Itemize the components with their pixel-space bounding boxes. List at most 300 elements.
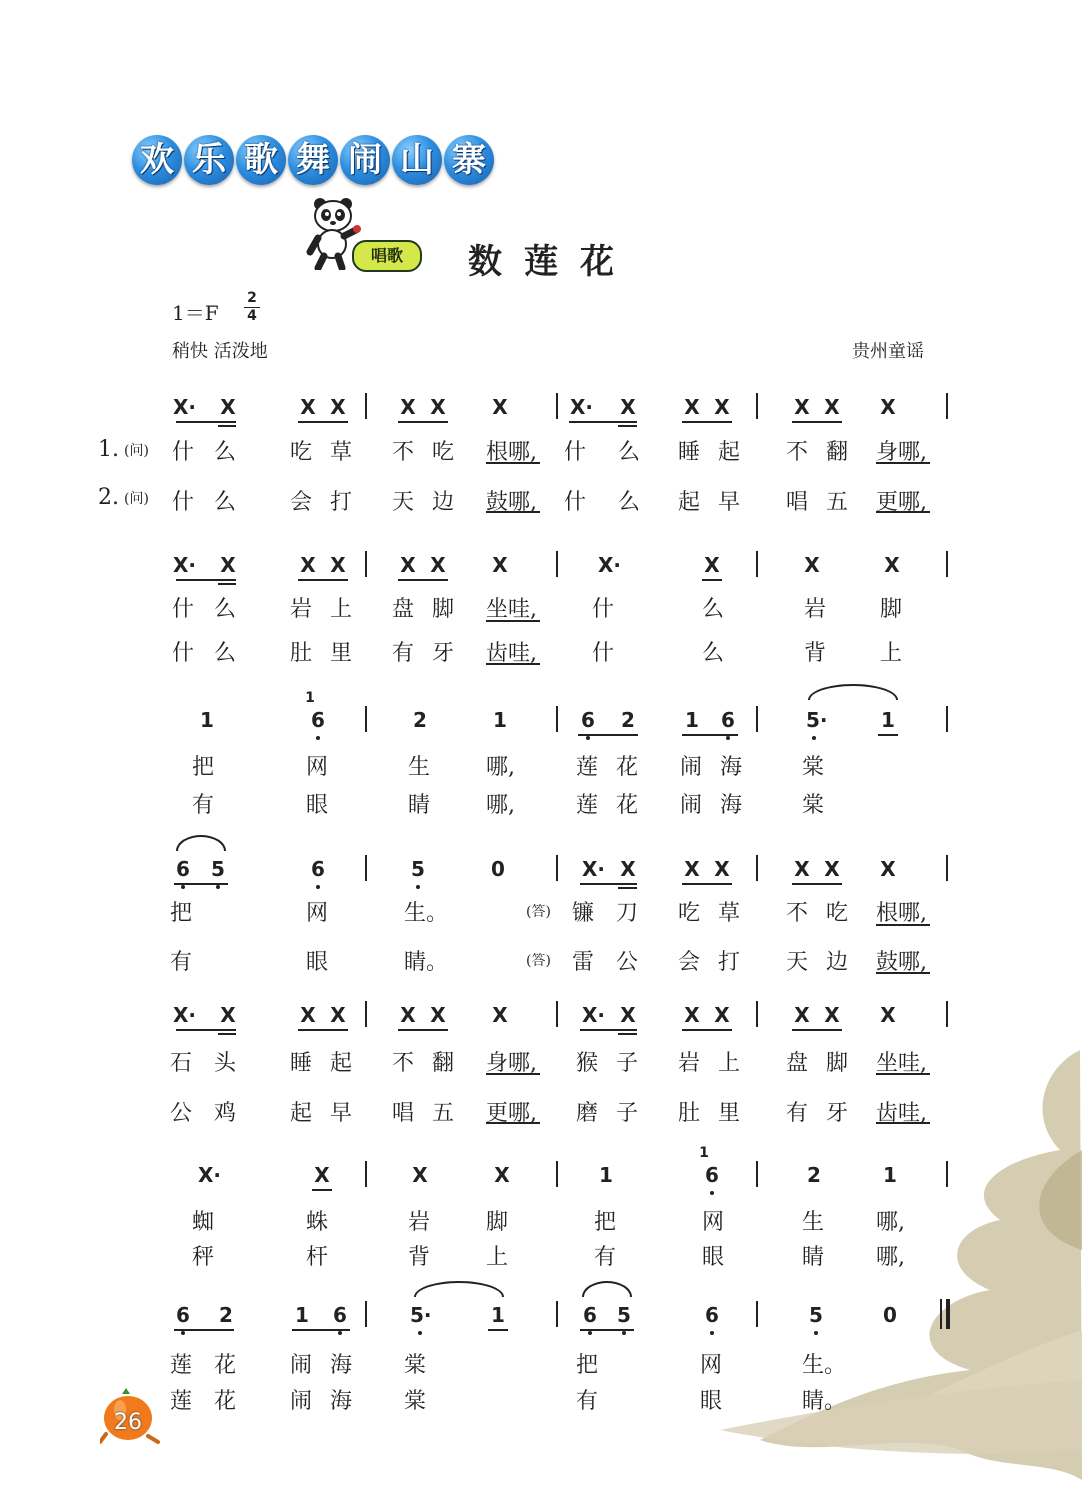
barline [365, 551, 367, 577]
lyric: 更哪, [486, 1101, 537, 1126]
lyric: 背 [408, 1245, 431, 1270]
lyric: 不 [392, 440, 415, 465]
lyric: 莲 [576, 755, 599, 780]
barline [946, 1001, 948, 1027]
lyric: 齿哇, [486, 641, 537, 666]
grace-note: 1 [305, 690, 315, 706]
note: X [300, 395, 316, 419]
lyric: 什 [564, 440, 587, 465]
note: 6 [311, 857, 325, 881]
slur [414, 1281, 504, 1297]
octave-dot [586, 736, 590, 740]
lyric: 生 [802, 1210, 825, 1235]
lyric: 眼 [702, 1245, 725, 1270]
beam-underline [486, 511, 540, 513]
barline [940, 1299, 942, 1329]
page-number: 26 [114, 1410, 142, 1435]
lyric: 海 [720, 793, 743, 818]
lyric: 脚 [826, 1051, 849, 1076]
song-title: 数莲花 [468, 242, 636, 282]
verse-number: 1. [98, 437, 119, 462]
lyric: 打 [718, 950, 741, 975]
beam-underline [174, 1329, 234, 1331]
octave-dot [416, 885, 420, 889]
lyric: 鸡 [214, 1101, 237, 1126]
note: X [400, 1003, 416, 1027]
note: X [884, 553, 900, 577]
lyric: 莲 [170, 1353, 193, 1378]
note: X [400, 395, 416, 419]
note: X· [598, 553, 622, 577]
lyric: 牙 [826, 1101, 849, 1126]
lyric: 脚 [880, 597, 903, 622]
lyric: 吃 [826, 901, 849, 926]
lyric: 公 [170, 1101, 193, 1126]
lyric: 哪, [876, 1210, 905, 1235]
beam-underline [876, 511, 930, 513]
lyric: 不 [786, 901, 809, 926]
lyric: 么 [618, 490, 641, 515]
note: 1 [200, 708, 214, 732]
lyric: 鼓哪, [876, 950, 927, 975]
lyric: 岩 [290, 597, 313, 622]
beam-underline [682, 421, 732, 423]
lyric: 花 [214, 1389, 237, 1414]
note: X [300, 1003, 316, 1027]
lyric: 更哪, [876, 490, 927, 515]
lyric: 睛 [408, 793, 431, 818]
lyric: 么 [214, 641, 237, 666]
note: X [684, 1003, 700, 1027]
note: X· [582, 857, 606, 881]
lyric: 岩 [408, 1210, 431, 1235]
note: X [714, 1003, 730, 1027]
note: X· [198, 1163, 222, 1187]
lyric: 肚 [290, 641, 313, 666]
lyric: 么 [618, 440, 641, 465]
beam-underline [876, 1122, 930, 1124]
note: 5 [411, 857, 425, 881]
note: X [220, 395, 236, 419]
note: 5 [809, 1303, 823, 1327]
ask-label: (问) [124, 491, 149, 507]
note: X [430, 553, 446, 577]
lyric: 把 [170, 901, 193, 926]
slur [808, 684, 898, 700]
lyric: 睛。 [802, 1389, 847, 1414]
lyric: 什 [172, 440, 195, 465]
lyric: 根哪, [486, 440, 537, 465]
note: 6 [583, 1303, 597, 1327]
beam-underline [298, 421, 348, 423]
beam-underline [486, 462, 540, 464]
lyric: 五 [432, 1101, 455, 1126]
octave-dot [181, 885, 185, 889]
note: X [220, 553, 236, 577]
slur [582, 1281, 632, 1297]
lyric: 杆 [306, 1245, 329, 1270]
lyric: 翻 [826, 440, 849, 465]
note: 2 [413, 708, 427, 732]
lyric: 棠 [404, 1389, 427, 1414]
note: X [620, 857, 636, 881]
lyric: 公 [616, 950, 639, 975]
lyric: 上 [718, 1051, 741, 1076]
note: X [620, 1003, 636, 1027]
note: 6 [333, 1303, 347, 1327]
lyric: 鼓哪, [486, 490, 537, 515]
beam-underline [176, 421, 236, 423]
barline [365, 1161, 367, 1187]
note: 1 [491, 1303, 505, 1327]
note: X [492, 395, 508, 419]
lyric: 雷 [572, 950, 595, 975]
lyric: 盘 [786, 1051, 809, 1076]
beam-underline [618, 425, 637, 427]
title-char: 舞 [288, 135, 338, 185]
lyric: 起 [718, 440, 741, 465]
beam-underline [486, 620, 540, 622]
beam-underline [398, 421, 448, 423]
note: X [430, 395, 446, 419]
lyric: 闹 [680, 755, 703, 780]
lyric: 身哪, [486, 1051, 537, 1076]
note: 5 [617, 1303, 631, 1327]
beam-underline [218, 1033, 236, 1035]
lyric: 网 [700, 1353, 723, 1378]
octave-dot [316, 736, 320, 740]
note: 6 [705, 1303, 719, 1327]
lyric: 根哪, [876, 901, 927, 926]
note: X [330, 395, 346, 419]
lyric: 上 [330, 597, 353, 622]
note: 2 [621, 708, 635, 732]
lyric: 盘 [392, 597, 415, 622]
octave-dot [812, 736, 816, 740]
beam-underline [618, 1033, 637, 1035]
lyric: 睛 [802, 1245, 825, 1270]
lyric: 生。 [404, 901, 449, 926]
verse-number: 2. [98, 485, 119, 510]
lyric: 什 [172, 490, 195, 515]
lyric: 刀 [616, 901, 639, 926]
note: X· [173, 1003, 197, 1027]
note: X [880, 1003, 896, 1027]
note: X [430, 1003, 446, 1027]
tempo-marking: 稍快 活泼地 [172, 341, 268, 362]
lyric: 猴 [576, 1051, 599, 1076]
note: X [412, 1163, 428, 1187]
time-signature [243, 290, 261, 325]
lyric: 石 [170, 1051, 193, 1076]
octave-dot [181, 1331, 185, 1335]
lyric: 头 [214, 1051, 237, 1076]
note: 6 [705, 1163, 719, 1187]
note: 6 [176, 1303, 190, 1327]
slur [176, 835, 226, 851]
beam-underline [580, 1029, 637, 1031]
lyric: 眼 [306, 793, 329, 818]
lyric: 棠 [802, 755, 825, 780]
lyric: 天 [786, 950, 809, 975]
lyric: 眼 [306, 950, 329, 975]
lyric: 网 [702, 1210, 725, 1235]
barline [946, 855, 948, 881]
octave-dot [418, 1331, 422, 1335]
note: X· [582, 1003, 606, 1027]
beam-underline [876, 1073, 930, 1075]
note: X [880, 857, 896, 881]
lyric: 吃 [678, 901, 701, 926]
note: 1 [881, 708, 895, 732]
beam-underline [792, 421, 842, 423]
lyric: 里 [718, 1101, 741, 1126]
beam-underline [486, 1073, 540, 1075]
note: 6 [311, 708, 325, 732]
barline [556, 706, 558, 732]
lyric: 眼 [700, 1389, 723, 1414]
note: 5 [211, 857, 225, 881]
grace-note: 1 [699, 1145, 709, 1161]
lyric: 起 [330, 1051, 353, 1076]
beam-underline [218, 425, 236, 427]
time-sig-bottom: 4 [247, 308, 257, 324]
lyric: 起 [290, 1101, 313, 1126]
lyric: 肚 [678, 1101, 701, 1126]
barline [946, 1299, 950, 1329]
source-credit: 贵州童谣 [852, 341, 924, 362]
lyric: 睛。 [404, 950, 449, 975]
barline [556, 855, 558, 881]
beam-underline [176, 1029, 236, 1031]
barline [946, 393, 948, 419]
barline [756, 706, 758, 732]
lyric: 子 [616, 1051, 639, 1076]
note: X [684, 857, 700, 881]
lyric: 吃 [432, 440, 455, 465]
lyric: 唱 [392, 1101, 415, 1126]
answer-label: (答) [526, 953, 551, 969]
note: X [824, 1003, 840, 1027]
beam-underline [398, 579, 448, 581]
lyric: 唱 [786, 490, 809, 515]
note: X [330, 553, 346, 577]
beam-underline [682, 1029, 732, 1031]
note: X [824, 395, 840, 419]
lyric: 起 [678, 490, 701, 515]
lyric: 五 [826, 490, 849, 515]
lyric: 草 [718, 901, 741, 926]
beam-underline [298, 1029, 348, 1031]
title-char: 欢 [132, 135, 182, 185]
lyric: 会 [290, 490, 313, 515]
note: 5· [806, 708, 828, 732]
lyric: 蜘 [192, 1210, 215, 1235]
octave-dot [622, 1331, 626, 1335]
note: X [794, 1003, 810, 1027]
beam-underline [702, 579, 722, 581]
note: X [794, 395, 810, 419]
barline [756, 1001, 758, 1027]
section-tag: 唱歌 [352, 240, 422, 272]
octave-dot [338, 1331, 342, 1335]
barline [556, 1001, 558, 1027]
lyric: 什 [592, 597, 615, 622]
note: 6 [721, 708, 735, 732]
note: 1 [493, 708, 507, 732]
lyric: 莲 [170, 1389, 193, 1414]
beam-underline [292, 1329, 350, 1331]
octave-dot [710, 1191, 714, 1195]
lyric: 么 [702, 597, 725, 622]
beam-underline [398, 1029, 448, 1031]
barline [365, 855, 367, 881]
note: X [684, 395, 700, 419]
beam-underline [878, 734, 898, 736]
lyric: 生。 [802, 1353, 847, 1378]
lyric: 牙 [432, 641, 455, 666]
beam-underline [488, 1329, 508, 1331]
lyric: 生 [408, 755, 431, 780]
note: X [492, 1003, 508, 1027]
note: 0 [491, 857, 505, 881]
lyric: 有 [594, 1245, 617, 1270]
title-char: 山 [392, 135, 442, 185]
beam-underline [876, 972, 930, 974]
lyric: 什 [592, 641, 615, 666]
lyric: 翻 [432, 1051, 455, 1076]
note: 6 [176, 857, 190, 881]
title-char: 乐 [184, 135, 234, 185]
lyric: 打 [330, 490, 353, 515]
lyric: 莲 [576, 793, 599, 818]
beam-underline [682, 883, 732, 885]
note: X [492, 553, 508, 577]
lyric: 么 [214, 597, 237, 622]
lyric: 上 [486, 1245, 509, 1270]
lyric: 有 [192, 793, 215, 818]
lyric: 哪, [486, 755, 515, 780]
note: X [494, 1163, 510, 1187]
lyric: 子 [616, 1101, 639, 1126]
octave-dot [588, 1331, 592, 1335]
lyric: 闹 [290, 1389, 313, 1414]
time-sig-top: 2 [247, 290, 257, 306]
beam-underline [580, 883, 637, 885]
beam-underline [486, 1122, 540, 1124]
barline [556, 1301, 558, 1327]
answer-label: (答) [526, 904, 551, 920]
beam-underline [298, 579, 348, 581]
note: X [804, 553, 820, 577]
lyric: 哪, [486, 793, 515, 818]
lyric: 花 [214, 1353, 237, 1378]
beam-underline [580, 1329, 634, 1331]
beam-underline [876, 924, 930, 926]
lyric: 坐哇, [876, 1051, 927, 1076]
lyric: 海 [330, 1389, 353, 1414]
note: X [314, 1163, 330, 1187]
note: 2 [219, 1303, 233, 1327]
note: X· [570, 395, 594, 419]
title-char: 歌 [236, 135, 286, 185]
note: 1 [685, 708, 699, 732]
lyric: 花 [616, 755, 639, 780]
lyric: 闹 [680, 793, 703, 818]
barline [556, 393, 558, 419]
title-char: 寨 [444, 135, 494, 185]
lyric: 睡 [678, 440, 701, 465]
lyric: 天 [392, 490, 415, 515]
note: X [400, 553, 416, 577]
note: X· [173, 395, 197, 419]
octave-dot [316, 885, 320, 889]
lyric: 上 [880, 641, 903, 666]
barline [756, 393, 758, 419]
lyric: 岩 [678, 1051, 701, 1076]
beam-underline [569, 421, 637, 423]
lyric: 么 [214, 440, 237, 465]
note: X [794, 857, 810, 881]
lyric: 把 [594, 1210, 617, 1235]
lyric: 有 [392, 641, 415, 666]
lyric: 身哪, [876, 440, 927, 465]
lyric: 磨 [576, 1101, 599, 1126]
lyric: 不 [392, 1051, 415, 1076]
note: 1 [295, 1303, 309, 1327]
lyric: 什 [172, 597, 195, 622]
beam-underline [174, 883, 228, 885]
note: 5· [410, 1303, 432, 1327]
lyric: 坐哇, [486, 597, 537, 622]
lyric: 镰 [572, 901, 595, 926]
lyric: 么 [702, 641, 725, 666]
note: X [824, 857, 840, 881]
barline [365, 1001, 367, 1027]
lyric: 什 [172, 641, 195, 666]
beam-underline [578, 734, 638, 736]
lyric: 么 [214, 490, 237, 515]
lyric: 有 [170, 950, 193, 975]
lyric: 有 [576, 1389, 599, 1414]
barline [556, 551, 558, 577]
barline [756, 1301, 758, 1327]
lyric: 网 [306, 901, 329, 926]
beam-underline [312, 1189, 332, 1191]
beam-underline [792, 883, 842, 885]
barline [946, 551, 948, 577]
note: X [714, 395, 730, 419]
barline [756, 1161, 758, 1187]
lyric: 花 [616, 793, 639, 818]
note: X [704, 553, 720, 577]
lyric: 早 [330, 1101, 353, 1126]
note: X [714, 857, 730, 881]
note: X· [173, 553, 197, 577]
beam-underline [486, 663, 540, 665]
lyric: 有 [786, 1101, 809, 1126]
lyric: 齿哇, [876, 1101, 927, 1126]
lyric: 海 [330, 1353, 353, 1378]
note: 2 [807, 1163, 821, 1187]
title-char: 闹 [340, 135, 390, 185]
lyric: 把 [576, 1353, 599, 1378]
note: X [330, 1003, 346, 1027]
barline [946, 706, 948, 732]
octave-dot [726, 736, 730, 740]
beam-underline [176, 579, 236, 581]
lyric: 边 [432, 490, 455, 515]
